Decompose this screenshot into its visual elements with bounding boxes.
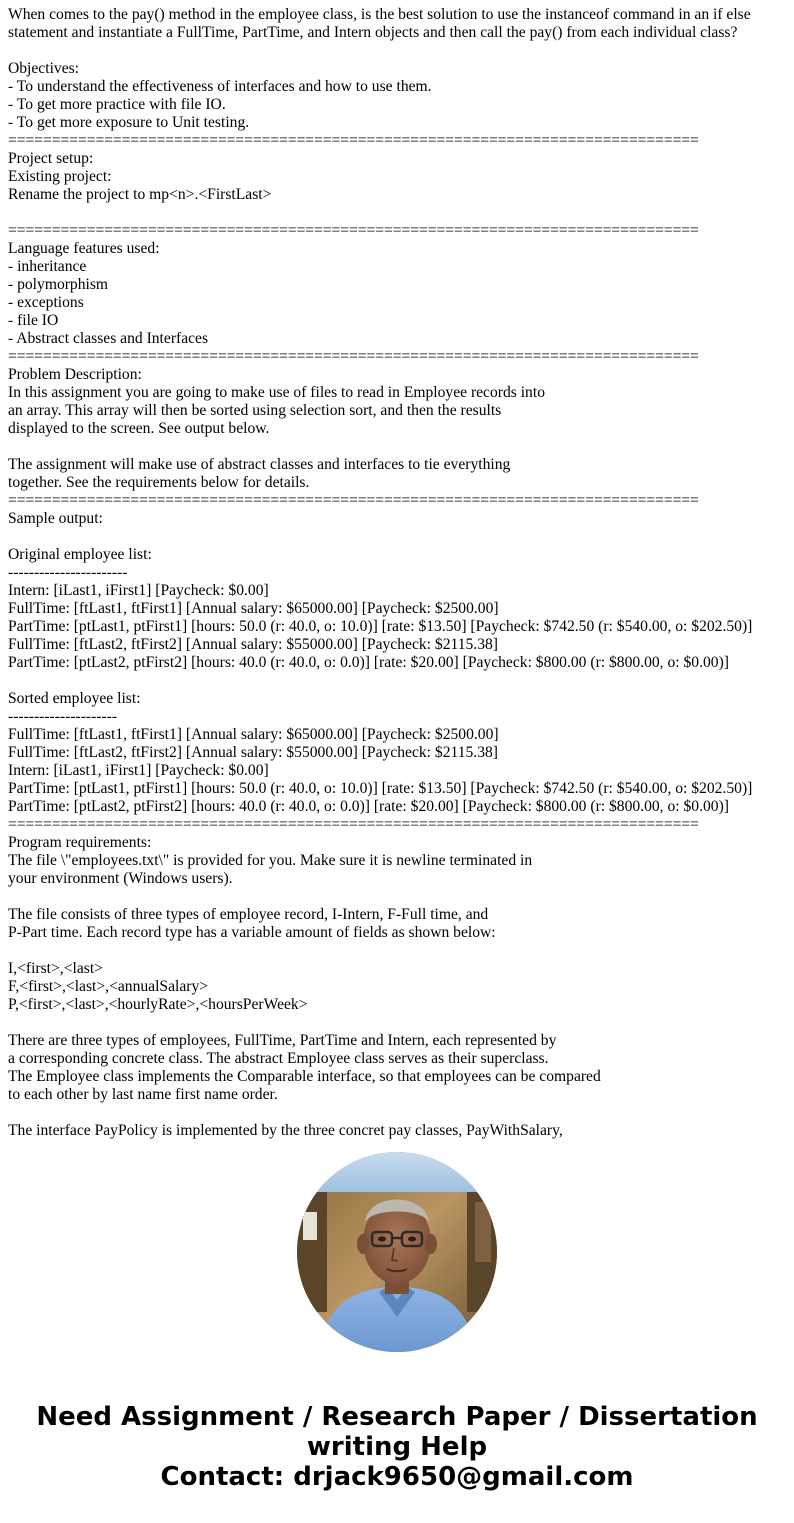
existing-project-label: Existing project: [8,168,112,185]
banner-contact-email: Contact: drjack9650@gmail.com [160,1462,634,1492]
problem-text: In this assignment you are going to make use of files to read in Employee records into [8,384,545,401]
tutor-photo-image [297,1152,497,1352]
question-line-1: When comes to the pay() method in the employee class, is the best solution to use the instanceof command in an if else [8,6,751,23]
section-separator: =============================================================================== [8,348,699,365]
feature-item: - exceptions [8,294,84,311]
requirements-text: The file \"employees.txt\" is provided for you. Make sure it is newline terminated in [8,852,533,869]
requirements-text: P-Part time. Each record type has a variable amount of fields as shown below: [8,924,496,941]
requirements-text: The file consists of three types of employee record, I-Intern, F-Full time, and [8,906,489,923]
record-format: I,<first>,<last> [8,960,103,977]
banner-line-2: writing Help [306,1432,488,1462]
sorted-employee-row: FullTime: [ftLast2, ftFirst2] [Annual salary: $55000.00] [Paycheck: $2115.38] [8,744,498,761]
feature-item: - inheritance [8,258,87,275]
feature-item: - Abstract classes and Interfaces [8,330,209,347]
requirements-text: There are three types of employees, FullTime, PartTime and Intern, each represented by [8,1032,557,1049]
problem-description-heading: Problem Description: [8,366,142,383]
sorted-employee-row: Intern: [iLast1, iFirst1] [Paycheck: $0.00] [8,762,269,779]
record-format: P,<first>,<last>,<hourlyRate>,<hoursPerWeek> [8,996,308,1013]
record-format: F,<first>,<last>,<annualSalary> [8,978,209,995]
section-separator: =============================================================================== [8,816,699,833]
requirements-text: The interface PayPolicy is implemented by the three concret pay classes, PayWithSalary, [8,1122,563,1139]
feature-item: - polymorphism [8,276,109,293]
section-separator: =============================================================================== [8,492,699,509]
program-requirements-heading: Program requirements: [8,834,152,851]
sorted-employee-row: FullTime: [ftLast1, ftFirst1] [Annual salary: $65000.00] [Paycheck: $2500.00] [8,726,499,743]
original-employee-row: Intern: [iLast1, iFirst1] [Paycheck: $0.00] [8,582,269,599]
original-list-dashes: ----------------------- [8,564,128,581]
assignment-document [8,6,794,1140]
requirements-text: a corresponding concrete class. The abstract Employee class serves as their superclass. [8,1050,549,1067]
requirements-text: to each other by last name first name order. [8,1086,278,1103]
sorted-list-heading: Sorted employee list: [8,690,141,707]
original-employee-row: PartTime: [ptLast2, ptFirst2] [hours: 40.0 (r: 40.0, o: 0.0)] [rate: $20.00] [Paycheck: $800.00 (r: $800.00, o: $0.00)] [8,654,729,671]
tutor-photo [297,1152,497,1352]
problem-text: together. See the requirements below for details. [8,474,310,491]
feature-item: - file IO [8,312,59,329]
section-separator: =============================================================================== [8,132,699,149]
objective-item: - To understand the effectiveness of interfaces and how to use them. [8,78,432,95]
project-setup-heading: Project setup: [8,150,94,167]
section-separator: =============================================================================== [8,222,699,239]
question-line-2: statement and instantiate a FullTime, PartTime, and Intern objects and then call the pay() from each individual class? [8,24,738,41]
contact-banner [0,1402,794,1492]
original-list-heading: Original employee list: [8,546,152,563]
original-employee-row: FullTime: [ftLast2, ftFirst2] [Annual salary: $55000.00] [Paycheck: $2115.38] [8,636,498,653]
problem-text: displayed to the screen. See output below. [8,420,270,437]
sorted-employee-row: PartTime: [ptLast1, ptFirst1] [hours: 50.0 (r: 40.0, o: 10.0)] [rate: $13.50] [Paycheck: $742.50 (r: $540.00, o: $202.50)] [8,780,753,797]
language-features-heading: Language features used: [8,240,160,257]
objective-item: - To get more exposure to Unit testing. [8,114,250,131]
sorted-list-dashes: --------------------- [8,708,118,725]
requirements-text: The Employee class implements the Comparable interface, so that employees can be compared [8,1068,601,1085]
original-employee-row: FullTime: [ftLast1, ftFirst1] [Annual salary: $65000.00] [Paycheck: $2500.00] [8,600,499,617]
rename-instruction: Rename the project to mp<n>.<FirstLast> [8,186,272,203]
original-employee-row: PartTime: [ptLast1, ptFirst1] [hours: 50.0 (r: 40.0, o: 10.0)] [rate: $13.50] [Paycheck: $742.50 (r: $540.00, o: $202.50)] [8,618,753,635]
objectives-heading: Objectives: [8,60,80,77]
requirements-text: your environment (Windows users). [8,870,233,887]
problem-text: an array. This array will then be sorted using selection sort, and then the results [8,402,502,419]
objective-item: - To get more practice with file IO. [8,96,226,113]
banner-line-1: Need Assignment / Research Paper / Dissertation [36,1402,758,1432]
sample-output-heading: Sample output: [8,510,103,527]
sorted-employee-row: PartTime: [ptLast2, ptFirst2] [hours: 40.0 (r: 40.0, o: 0.0)] [rate: $20.00] [Paycheck: $800.00 (r: $800.00, o: $0.00)] [8,798,729,815]
problem-text: The assignment will make use of abstract classes and interfaces to tie everything [8,456,511,473]
